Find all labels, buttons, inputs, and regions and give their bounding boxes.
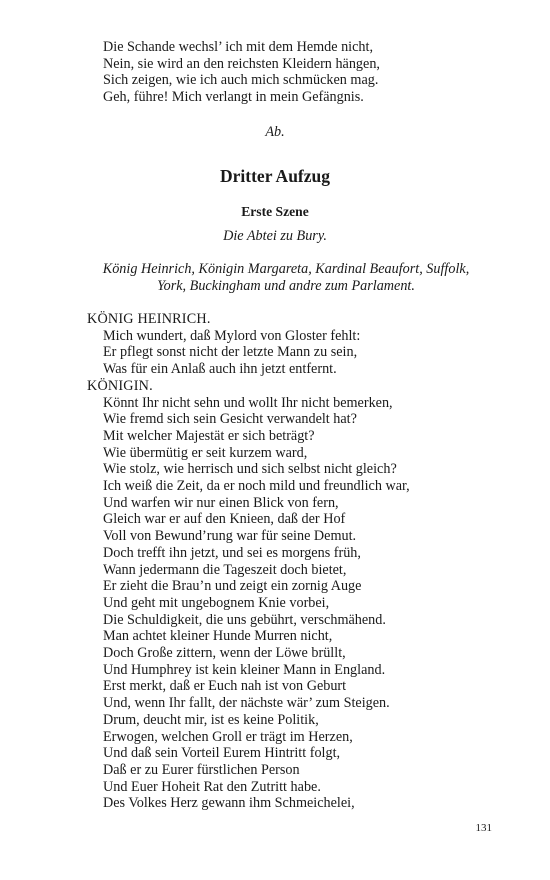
verse-line: Was für ein Anlaß auch ihn jetzt entfernt. <box>103 361 337 378</box>
verse-line: Nein, sie wird an den reichsten Kleidern hängen, <box>103 55 380 72</box>
verse-line: Wie stolz, wie herrisch und sich selbst nicht gleich? <box>103 461 397 478</box>
verse-line: Wie fremd sich sein Gesicht verwandelt hat? <box>103 411 357 428</box>
verse-line: Wie übermütig er seit kurzem ward, <box>103 444 308 461</box>
verse-line: Doch trefft ihn jetzt, und sei es morgens früh, <box>103 544 361 561</box>
verse-line: Voll von Bewund’rung war für seine Demut. <box>103 528 357 545</box>
stage-direction-line: König Heinrich, Königin Margareta, Kardinal Beaufort, Suffolk, <box>102 261 470 277</box>
verse-line: Und, wenn Ihr fallt, der nächste wär’ zum Steigen. <box>103 695 390 712</box>
verse-line: Mit welcher Majestät er sich beträgt? <box>103 427 315 444</box>
scene-title: Erste Szene <box>241 204 309 219</box>
exit-direction: Ab. <box>265 124 285 140</box>
verse-line: Und Humphrey ist kein kleiner Mann in England. <box>103 661 386 678</box>
verse-line: Man achtet kleiner Hunde Murren nicht, <box>103 628 333 645</box>
verse-line: Sich zeigen, wie ich auch mich schmücken mag. <box>103 72 379 89</box>
speaker-name: KÖNIGIN. <box>87 377 153 394</box>
verse-line: Könnt Ihr nicht sehn und wollt Ihr nicht bemerken, <box>103 394 393 411</box>
verse-line: Erst merkt, daß er Euch nah ist von Geburt <box>103 678 347 695</box>
verse-line: Gleich war er auf den Knieen, daß der Hof <box>103 511 346 528</box>
verse-line: Er pflegt sonst nicht der letzte Mann zu sein, <box>103 344 358 361</box>
verse-line: Ich weiß die Zeit, da er noch mild und freundlich war, <box>103 478 410 495</box>
act-title: Dritter Aufzug <box>220 166 330 186</box>
verse-line: Die Schande wechsl’ ich mit dem Hemde nicht, <box>103 39 374 55</box>
verse-line: Daß er zu Eurer fürstlichen Person <box>103 761 300 778</box>
verse-line: Wann jedermann die Tageszeit doch bietet, <box>103 561 347 578</box>
verse-line: Die Schuldigkeit, die uns gebührt, verschmähend. <box>103 611 386 628</box>
verse-line: Und Euer Hoheit Rat den Zutritt habe. <box>103 778 321 795</box>
page-number: 131 <box>475 822 492 834</box>
verse-line: Und daß sein Vorteil Eurem Hintritt folgt, <box>103 745 341 762</box>
stage-direction <box>76 261 496 295</box>
speaker-name: KÖNIG HEINRICH. <box>87 311 211 327</box>
verse-line: Geh, führe! Mich verlangt in mein Gefängnis. <box>103 89 364 106</box>
verse-block-top <box>87 39 507 106</box>
verse-line: Des Volkes Herz gewann ihm Schmeichelei, <box>103 795 355 812</box>
verse-line: Und geht mit ungebognem Knie vorbei, <box>103 594 330 611</box>
verse-line: Doch Große zittern, wenn der Löwe brüllt, <box>103 645 346 662</box>
dialogue-block <box>87 311 507 812</box>
verse-line: Mich wundert, daß Mylord von Gloster fehlt: <box>103 327 361 344</box>
verse-line: Er zieht die Brau’n und zeigt ein zornig Auge <box>103 578 362 595</box>
verse-line: Drum, deucht mir, ist es keine Politik, <box>103 711 319 728</box>
scene-location: Die Abtei zu Bury. <box>223 228 327 244</box>
verse-line: Erwogen, welchen Groll er trägt im Herzen, <box>103 728 353 745</box>
verse-line: Und warfen wir nur einen Blick von fern, <box>103 494 339 511</box>
stage-direction-line: York, Buckingham und andre zum Parlament. <box>157 277 415 294</box>
